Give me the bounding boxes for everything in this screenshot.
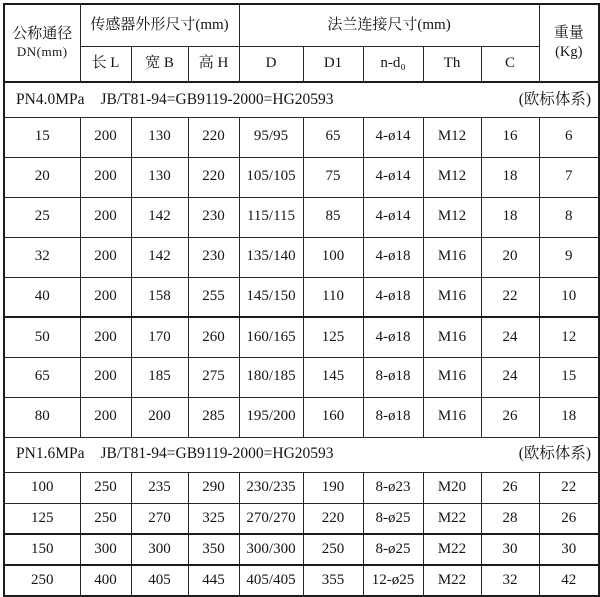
- dimension-spec-table: [3, 3, 600, 597]
- table-cell: 200: [80, 357, 131, 397]
- table-cell: 20: [4, 157, 80, 197]
- table-row: [4, 503, 599, 534]
- col-header-d: D: [239, 46, 303, 82]
- table-cell: 80: [4, 397, 80, 437]
- table-row: [4, 237, 599, 277]
- table-cell: M16: [423, 357, 481, 397]
- table-cell: 8: [539, 197, 599, 237]
- table-cell: 130: [131, 157, 188, 197]
- table-cell: 230: [188, 197, 239, 237]
- table-cell: 200: [80, 237, 131, 277]
- table-cell: 350: [188, 534, 239, 565]
- section-header-content: [5, 444, 598, 464]
- table-cell: 115/115: [239, 197, 303, 237]
- col-header-c: C: [481, 46, 539, 82]
- standard-note-label: (欧标体系): [518, 445, 592, 463]
- table-cell: 200: [80, 157, 131, 197]
- table-cell: 195/200: [239, 397, 303, 437]
- table-row: [4, 565, 599, 596]
- pressure-rating-label: PN1.6MPa: [16, 445, 85, 463]
- table-cell: M16: [423, 277, 481, 317]
- table-cell: 30: [481, 534, 539, 565]
- table-cell: M20: [423, 472, 481, 503]
- dn-header-line1: 公称通径: [12, 25, 73, 42]
- table-cell: 142: [131, 237, 188, 277]
- table-cell: 95/95: [239, 117, 303, 157]
- table-cell: 445: [188, 565, 239, 596]
- table-cell: 24: [481, 317, 539, 357]
- table-cell: M22: [423, 534, 481, 565]
- weight-header-line1: 重量: [553, 24, 584, 41]
- table-cell: 275: [188, 357, 239, 397]
- table-cell: 200: [80, 277, 131, 317]
- table-cell: 10: [539, 277, 599, 317]
- pressure-rating-label: PN4.0MPa: [16, 90, 85, 108]
- table-cell: 42: [539, 565, 599, 596]
- table-cell: 220: [303, 503, 363, 534]
- table-cell: 4-ø18: [363, 277, 423, 317]
- section-header-row: [4, 437, 599, 472]
- table-cell: 405/405: [239, 565, 303, 596]
- table-cell: 65: [303, 117, 363, 157]
- table-cell: 8-ø18: [363, 357, 423, 397]
- table-cell: 65: [4, 357, 80, 397]
- table-cell: 250: [80, 503, 131, 534]
- table-cell: 85: [303, 197, 363, 237]
- standard-note-label: (欧标体系): [518, 90, 592, 108]
- table-cell: 220: [188, 117, 239, 157]
- table-cell: 125: [303, 317, 363, 357]
- section-header-cell: [4, 82, 599, 117]
- standard-code-label: JB/T81-94=GB9119-2000=HG20593: [100, 90, 334, 108]
- table-cell: 300/300: [239, 534, 303, 565]
- table-cell: 230: [188, 237, 239, 277]
- table-cell: 125: [4, 503, 80, 534]
- table-cell: 18: [481, 197, 539, 237]
- table-cell: M16: [423, 397, 481, 437]
- table-row: [4, 197, 599, 237]
- weight-header-line2: (Kg): [555, 44, 583, 61]
- table-cell: 16: [481, 117, 539, 157]
- table-cell: 250: [80, 472, 131, 503]
- table-cell: 220: [188, 157, 239, 197]
- table-cell: 160: [303, 397, 363, 437]
- table-cell: M16: [423, 237, 481, 277]
- table-row: [4, 277, 599, 317]
- table-cell: 100: [303, 237, 363, 277]
- table-cell: 50: [4, 317, 80, 357]
- table-cell: 170: [131, 317, 188, 357]
- table-cell: 9: [539, 237, 599, 277]
- table-cell: 110: [303, 277, 363, 317]
- table-cell: 8-ø23: [363, 472, 423, 503]
- table-cell: 4-ø18: [363, 237, 423, 277]
- table-cell: 12: [539, 317, 599, 357]
- table-cell: 28: [481, 503, 539, 534]
- table-cell: 260: [188, 317, 239, 357]
- table-cell: 230/235: [239, 472, 303, 503]
- table-row: [4, 397, 599, 437]
- table-cell: M12: [423, 197, 481, 237]
- header-row-groups: [4, 4, 599, 46]
- table-cell: 6: [539, 117, 599, 157]
- standard-code-label: JB/T81-94=GB9119-2000=HG20593: [100, 445, 334, 463]
- table-header: [4, 4, 599, 82]
- table-cell: 18: [539, 397, 599, 437]
- table-cell: 8-ø25: [363, 503, 423, 534]
- table-cell: 200: [80, 317, 131, 357]
- header-row-subcolumns: [4, 46, 599, 82]
- table-cell: 130: [131, 117, 188, 157]
- table-cell: 250: [303, 534, 363, 565]
- table-cell: 12-ø25: [363, 565, 423, 596]
- table-cell: 30: [539, 534, 599, 565]
- table-cell: 18: [481, 157, 539, 197]
- table-cell: 158: [131, 277, 188, 317]
- table-cell: 325: [188, 503, 239, 534]
- table-cell: 26: [539, 503, 599, 534]
- table-cell: 15: [4, 117, 80, 157]
- table-cell: 235: [131, 472, 188, 503]
- table-cell: 7: [539, 157, 599, 197]
- table-cell: 4-ø14: [363, 117, 423, 157]
- table-cell: 200: [131, 397, 188, 437]
- table-cell: 180/185: [239, 357, 303, 397]
- section-header-content: [5, 90, 598, 110]
- table-cell: 24: [481, 357, 539, 397]
- table-cell: 142: [131, 197, 188, 237]
- table-cell: M22: [423, 565, 481, 596]
- table-cell: 40: [4, 277, 80, 317]
- table-cell: 150: [4, 534, 80, 565]
- table-cell: 105/105: [239, 157, 303, 197]
- section-header-cell: [4, 437, 599, 472]
- table-row: [4, 534, 599, 565]
- table-cell: 285: [188, 397, 239, 437]
- col-header-height-h: 高 H: [188, 46, 239, 82]
- col-group-flange-dimensions: 法兰连接尺寸(mm): [239, 4, 539, 46]
- table-row: [4, 472, 599, 503]
- table-cell: 270: [131, 503, 188, 534]
- table-cell: 145/150: [239, 277, 303, 317]
- table-row: [4, 157, 599, 197]
- table-cell: 135/140: [239, 237, 303, 277]
- table-cell: 355: [303, 565, 363, 596]
- table-cell: 22: [481, 277, 539, 317]
- table-cell: 200: [80, 197, 131, 237]
- table-cell: 4-ø18: [363, 317, 423, 357]
- dn-header-line2: DN(mm): [16, 44, 68, 60]
- table-row: [4, 117, 599, 157]
- table-cell: 26: [481, 472, 539, 503]
- table-cell: 290: [188, 472, 239, 503]
- table-cell: 200: [80, 117, 131, 157]
- table-cell: 300: [80, 534, 131, 565]
- table-cell: 100: [4, 472, 80, 503]
- table-cell: 26: [481, 397, 539, 437]
- table-cell: 15: [539, 357, 599, 397]
- table-cell: 255: [188, 277, 239, 317]
- table-cell: 20: [481, 237, 539, 277]
- table-cell: 250: [4, 565, 80, 596]
- col-header-th: Th: [423, 46, 481, 82]
- table-row: [4, 317, 599, 357]
- table-cell: M16: [423, 317, 481, 357]
- table-cell: 270/270: [239, 503, 303, 534]
- table-cell: M22: [423, 503, 481, 534]
- table-cell: 8-ø18: [363, 397, 423, 437]
- table-cell: 75: [303, 157, 363, 197]
- col-group-sensor-dimensions: 传感器外形尺寸(mm): [80, 4, 239, 46]
- col-header-d1: D1: [303, 46, 363, 82]
- section-header-row: [4, 82, 599, 117]
- col-header-length-l: 长 L: [80, 46, 131, 82]
- table-cell: 4-ø14: [363, 157, 423, 197]
- table-cell: M12: [423, 157, 481, 197]
- table-cell: 32: [4, 237, 80, 277]
- col-header-n-d0: n-d₀: [363, 46, 423, 82]
- table-cell: 200: [80, 397, 131, 437]
- table-cell: 400: [80, 565, 131, 596]
- table-cell: 300: [131, 534, 188, 565]
- table-cell: 190: [303, 472, 363, 503]
- table-row: [4, 357, 599, 397]
- table-cell: M12: [423, 117, 481, 157]
- table-cell: 145: [303, 357, 363, 397]
- table-cell: 8-ø25: [363, 534, 423, 565]
- table-body: [4, 82, 599, 596]
- table-cell: 25: [4, 197, 80, 237]
- table-cell: 4-ø14: [363, 197, 423, 237]
- table-cell: 185: [131, 357, 188, 397]
- table-cell: 22: [539, 472, 599, 503]
- col-header-weight: [539, 4, 599, 82]
- table-cell: 160/165: [239, 317, 303, 357]
- table-cell: 32: [481, 565, 539, 596]
- col-header-dn: [4, 4, 80, 82]
- col-header-width-b: 宽 B: [131, 46, 188, 82]
- table-cell: 405: [131, 565, 188, 596]
